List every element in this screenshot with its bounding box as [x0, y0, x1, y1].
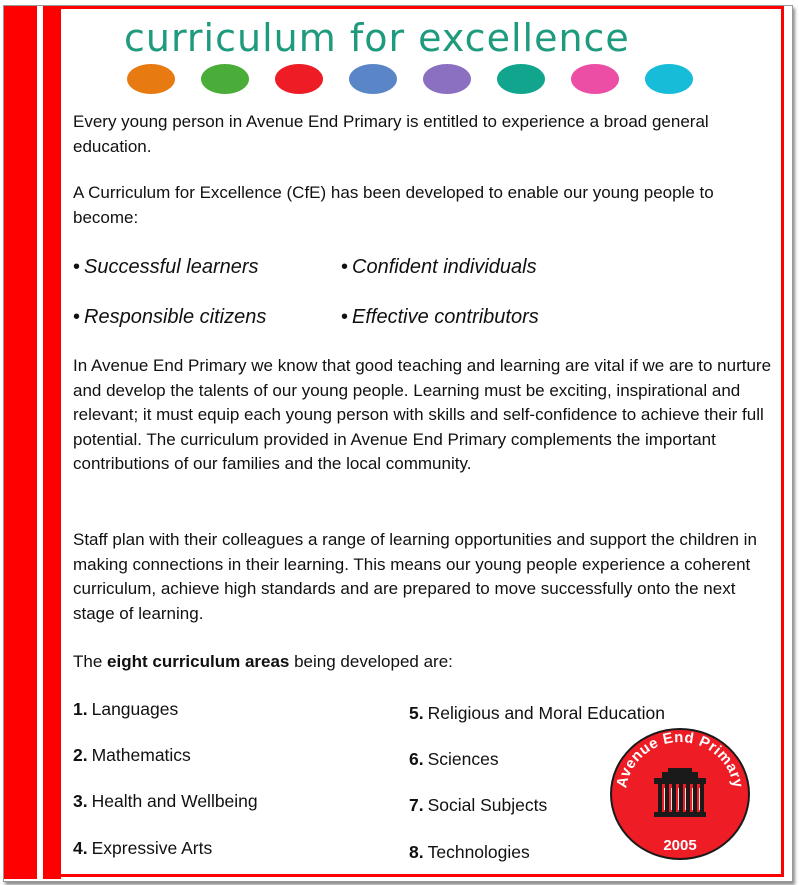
bullet-glyph: • — [341, 306, 349, 328]
area-label: Mathematics — [91, 745, 191, 765]
area-label: Expressive Arts — [91, 838, 213, 858]
bullet-glyph: • — [73, 306, 81, 328]
logo-dot-1 — [127, 64, 175, 94]
area-number: 5. — [409, 703, 424, 723]
area-label: Sciences — [427, 749, 499, 769]
badge-year: 2005 — [663, 837, 697, 854]
capacity-item — [73, 304, 266, 330]
capacity-label: Confident individuals — [352, 256, 537, 278]
area-label: Languages — [91, 699, 179, 719]
staff-paragraph: Staff plan with their colleagues a range of learning opportunities and support the children in making connections in their learning. This means our young people experience a coherent curriculum, achieve high standards and are prepared to move successfully onto the next stage of learning. — [73, 530, 757, 623]
left-red-stripe — [4, 6, 37, 879]
area-label: Health and Wellbeing — [91, 791, 258, 811]
badge-school-name: Avenue End Primary — [613, 728, 747, 790]
intro-paragraph-2: A Curriculum for Excellence (CfE) has been developed to enable our young people to become: — [73, 183, 714, 227]
capacity-label: Effective contributors — [352, 306, 539, 328]
inner-red-stripe — [43, 6, 61, 879]
cfe-logo-text: curriculum for excellence — [124, 16, 630, 60]
logo-dot-6 — [497, 64, 545, 94]
teaching-paragraph: In Avenue End Primary we know that good teaching and learning are vital if we are to nurture and develop the talents of our young people. Learning must be exciting, inspirational and relevant; it must equip each young person with skills and self-confidence to achieve their full potential. The curriculum provided in Avenue End Primary complements the important contributions of our families and the local community. — [73, 356, 772, 473]
area-label: Social Subjects — [427, 795, 548, 815]
curriculum-area-item — [73, 789, 258, 813]
area-number: 6. — [409, 749, 424, 769]
curriculum-area-item — [73, 697, 178, 721]
bullet-glyph: • — [341, 256, 349, 278]
area-number: 1. — [73, 699, 88, 719]
curriculum-area-item — [409, 840, 530, 864]
area-number: 2. — [73, 745, 88, 765]
logo-dot-3 — [275, 64, 323, 94]
area-number: 8. — [409, 842, 424, 862]
area-label: Technologies — [427, 842, 530, 862]
areas-intro — [73, 650, 783, 675]
curriculum-area-item — [73, 836, 212, 860]
capacity-label: Successful learners — [84, 256, 259, 278]
curriculum-area-item — [73, 743, 191, 767]
curriculum-area-item — [409, 747, 499, 771]
logo-dot-2 — [201, 64, 249, 94]
logo-dot-7 — [571, 64, 619, 94]
bullet-glyph: • — [73, 256, 81, 278]
area-number: 3. — [73, 791, 88, 811]
capacity-label: Responsible citizens — [84, 306, 267, 328]
capacity-item — [341, 304, 539, 330]
curriculum-area-item — [409, 793, 547, 817]
capacity-item — [73, 254, 259, 280]
logo-dot-5 — [423, 64, 471, 94]
capacity-item — [341, 254, 537, 280]
area-label: Religious and Moral Education — [427, 703, 665, 723]
areas-intro-bold: eight curriculum areas — [107, 652, 290, 671]
areas-intro-prefix: The — [73, 652, 108, 671]
school-badge-logo — [608, 726, 752, 862]
curriculum-area-item — [409, 701, 665, 725]
areas-intro-suffix: being developed are: — [289, 652, 453, 671]
logo-dot-4 — [349, 64, 397, 94]
intro-paragraph-1: Every young person in Avenue End Primary is entitled to experience a broad general education. — [73, 112, 709, 156]
area-number: 7. — [409, 795, 424, 815]
area-number: 4. — [73, 838, 88, 858]
logo-dot-8 — [645, 64, 693, 94]
